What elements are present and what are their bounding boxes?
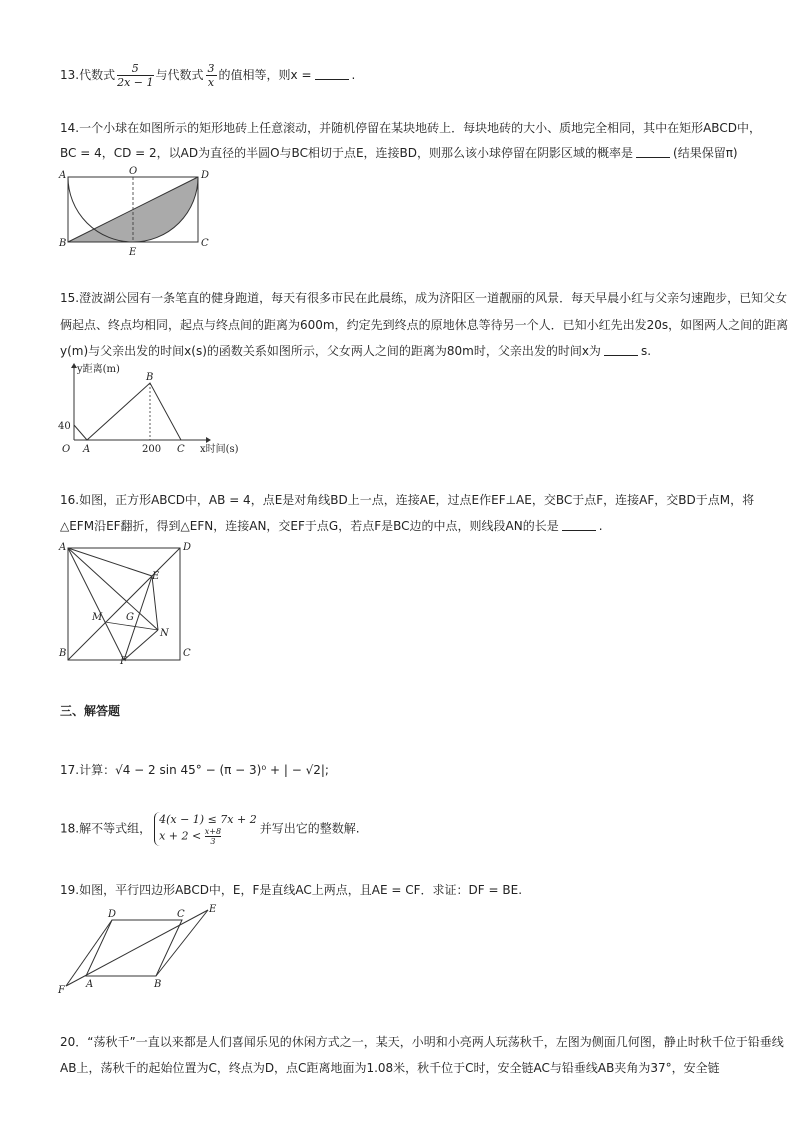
q14-line-1: 14.一个小球在如图所示的矩形地砖上任意滚动，并随机停留在某块地砖上．每块地砖的大小、质地完全相同，其中在矩形ABCD中， bbox=[60, 121, 761, 135]
q15-line-3b: s. bbox=[640, 344, 652, 358]
q13-frac2-den: x bbox=[207, 76, 215, 89]
q13-answer-blank[interactable] bbox=[315, 69, 349, 80]
q14-label-A: A bbox=[59, 170, 67, 181]
q14-line-2b: (结果保留π) bbox=[673, 146, 738, 160]
q19-label-D: D bbox=[108, 909, 117, 920]
q13-prefix: 13.代数式 bbox=[60, 68, 116, 82]
q16-square-figure bbox=[56, 538, 196, 668]
q13-fraction-1 bbox=[117, 62, 153, 89]
q13-frac1-num: 5 bbox=[117, 62, 153, 76]
q16-line-1: 16.如图，正方形ABCD中，AB = 4，点E是对角线BD上一点，连接AE，过点E作EF⊥AE，交BC于点F，连接AF，交BD于点M，将 bbox=[60, 493, 755, 507]
q16-label-B: B bbox=[59, 648, 67, 659]
q15-point-B: B bbox=[146, 372, 154, 383]
q16-label-C: C bbox=[183, 648, 191, 659]
q18-inequality-2 bbox=[159, 827, 257, 846]
q16-label-E: E bbox=[152, 571, 160, 582]
q13-line bbox=[60, 62, 355, 89]
q19-label-C: C bbox=[177, 909, 185, 920]
q15-point-C: C bbox=[177, 444, 185, 455]
q14-rectangle-figure bbox=[56, 164, 216, 259]
q14-label-E: E bbox=[129, 247, 137, 258]
q15-x-tick-200: 200 bbox=[142, 444, 162, 455]
q13-end: . bbox=[351, 68, 356, 82]
q14-line-2 bbox=[60, 145, 738, 161]
q17-line: 17.计算：√4 − 2 sin 45° − (π − 3)⁰ + | − √2|; bbox=[60, 763, 329, 777]
q13-frac1-den: 2x − 1 bbox=[117, 76, 154, 89]
q19-label-B: B bbox=[154, 979, 162, 990]
q18-line bbox=[60, 812, 360, 846]
q18-ineq2-den: 3 bbox=[210, 837, 216, 846]
q15-x-axis-label: x时间(s) bbox=[200, 444, 239, 455]
q15-line-1: 15.澄波湖公园有一条笔直的健身跑道，每天有很多市民在此晨练，成为济阳区一道靓丽的风景．每天早晨小红与父亲匀速跑步，已知父女 bbox=[60, 291, 788, 305]
q14-answer-blank[interactable] bbox=[636, 147, 670, 158]
q14-label-O: O bbox=[129, 166, 138, 177]
q15-line-3 bbox=[60, 343, 651, 359]
q19-parallelogram-figure bbox=[56, 900, 226, 1000]
q16-answer-blank[interactable] bbox=[562, 520, 596, 531]
q19-label-E: E bbox=[209, 904, 217, 915]
q13-suffix: 的值相等，则x = bbox=[218, 68, 312, 82]
q15-distance-time-graph bbox=[56, 360, 256, 460]
q16-line-2b: . bbox=[598, 519, 603, 533]
q19-label-F: F bbox=[58, 985, 65, 996]
q15-line-2: 俩起点、终点均相同，起点与终点间的距离为600m，约定先到终点的原地休息等待另一个人．已知小红先出发20s，如图两人之间的距离 bbox=[60, 318, 789, 332]
q15-point-A: A bbox=[83, 444, 91, 455]
q14-label-D: D bbox=[201, 170, 210, 181]
q18-ineq2-fraction bbox=[205, 827, 221, 846]
q15-y-tick-40: 40 bbox=[58, 421, 71, 432]
q18-ineq2-num: x+8 bbox=[204, 827, 222, 836]
q15-answer-blank[interactable] bbox=[604, 345, 638, 356]
q18-ineq2-left: x + 2 < bbox=[159, 829, 202, 843]
section-title: 三、解答题 bbox=[60, 704, 121, 718]
q13-fraction-2 bbox=[206, 62, 217, 89]
q15-origin-label: O bbox=[62, 444, 71, 455]
q16-label-G: G bbox=[126, 612, 134, 623]
q13-mid: 与代数式 bbox=[155, 68, 204, 82]
q14-label-C: C bbox=[201, 238, 209, 249]
q14-line-2a: BC = 4，CD = 2，以AD为直径的半圆O与BC相切于点E，连接BD，则那么该小球停留在阴影区域的概率是 bbox=[60, 146, 634, 160]
q16-label-D: D bbox=[183, 542, 192, 553]
q15-graph-line bbox=[74, 383, 181, 440]
q18-prefix: 18.解不等式组， bbox=[60, 821, 152, 836]
q18-suffix: 并写出它的整数解. bbox=[259, 821, 360, 836]
q18-inequality-1: 4(x − 1) ≤ 7x + 2 bbox=[159, 813, 257, 826]
q16-label-M: M bbox=[92, 612, 103, 623]
q15-y-axis-label: y距离(m) bbox=[77, 364, 120, 375]
q19-line: 19.如图，平行四边形ABCD中，E，F是直线AC上两点，且AE = CF．求证：DF = BE. bbox=[60, 883, 523, 897]
q16-line-2a: △EFM沿EF翻折，得到△EFN，连接AN，交EF于点G，若点F是BC边的中点，则线段AN的长是 bbox=[60, 519, 559, 533]
q18-inequality-system bbox=[154, 812, 257, 846]
q16-label-A: A bbox=[59, 542, 67, 553]
q19-label-A: A bbox=[86, 979, 94, 990]
q16-label-F: F bbox=[120, 656, 127, 667]
q20-line-2: AB上，荡秋千的起始位置为C，终点为D，点C距离地面为1.08米，秋千位于C时，安全链AC与铅垂线AB夹角为37°，安全链 bbox=[60, 1061, 720, 1075]
q16-label-N: N bbox=[160, 628, 169, 639]
q14-label-B: B bbox=[59, 238, 67, 249]
q16-line-2 bbox=[60, 518, 603, 534]
q15-line-3a: y(m)与父亲出发的时间x(s)的函数关系如图所示，父女两人之间的距离为80m时，父亲出发的时间x为 bbox=[60, 344, 601, 358]
q20-line-1: 20．“荡秋千”一直以来都是人们喜闻乐见的休闲方式之一，某天，小明和小亮两人玩荡秋千，左图为侧面几何图，静止时秋千位于铅垂线 bbox=[60, 1035, 784, 1049]
q13-frac2-num: 3 bbox=[207, 62, 215, 75]
